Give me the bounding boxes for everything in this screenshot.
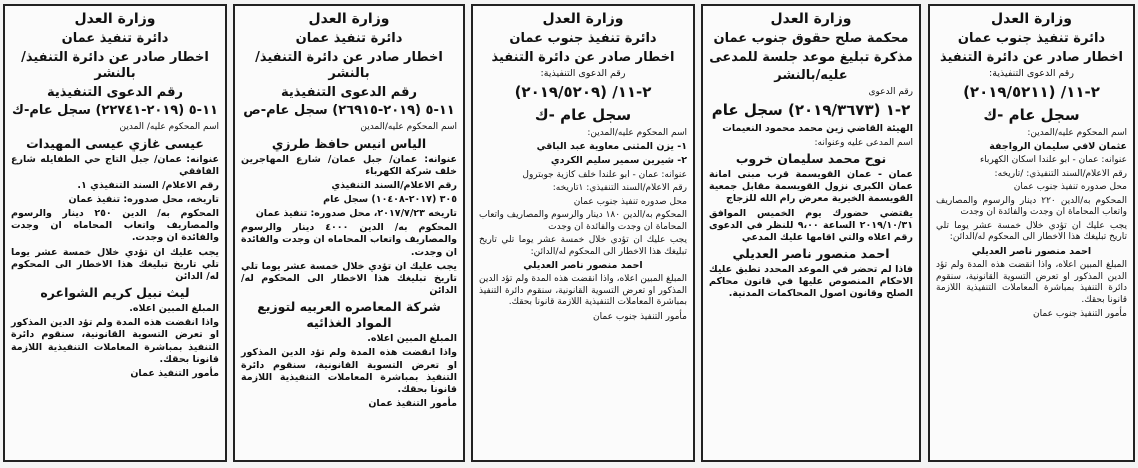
notice-line: يجب عليك ان تؤدي خلال خمسة عشر يوما تلي تاريخ تبليغك هذا الاخطار الى المحكوم له/الدائن: — [936, 220, 1127, 243]
notice-line: سجل عام -ك — [534, 105, 632, 124]
notice-line: اسم المدعى عليه وعنوانه: — [814, 137, 913, 148]
notice-line: المبلغ المبين اعلاه. — [129, 303, 219, 315]
notice-line: يجب عليك ان تؤدي خلال خمسة عشر يوما تلي تاريخ تبليغك هذا الاخطار الى المحكوم له/ الدائن — [11, 246, 219, 282]
notice-line: اسم المحكوم عليه/المدين: — [587, 127, 687, 138]
notice-line: احمد منصور ناصر العديلي — [971, 245, 1092, 257]
notice-line: يجب عليك ان تؤدي خلال خمسة عشر يوما تلي تاريخ تبليغك هذا الاخطار الى المحكوم له/الدائن: — [479, 235, 687, 257]
notice-line: ٢- شيرين سمير سليم الكردي — [550, 155, 687, 167]
notice-line: المبلغ المبين اعلاه، واذا انقضت هذه المدة ولم تؤد الدين المذكور او تعرض التسوية القانونية، سنقوم دائرة التنفيذ بمباشرة المعاملات التنفيذية اللازمة قانونا بحقك. — [936, 260, 1127, 305]
notice-line: ١- يزن المثنى معاوية عبد الباقي — [536, 141, 687, 153]
notice-line: اخطار صادر عن دائرة التنفيذ/بالنشر — [255, 49, 443, 82]
notice-line: رقم الاعلام/السند التنفيذي: /تاريخه: — [994, 168, 1127, 179]
notice-line: نوح محمد سليمان خروب — [735, 151, 887, 167]
notice-line: ٣٠٥ (٢٠١٧-١٠٤٠٨) سجل عام — [323, 194, 457, 206]
notice-line: دائرة تنفيذ جنوب عمان — [509, 30, 657, 46]
notice-line: عنوانه: عمان/ جبل التاج حي الطفايله شارع الفافقي — [11, 153, 219, 177]
notice-line: مأمور التنفيذ جنوب عمان — [593, 311, 687, 322]
notice-line: محل صدوره تنفيذ جنوب عمان — [573, 196, 687, 207]
notice-line: المحكوم به/الدين ٢٢٠ دينار والرسوم والمصاريف واتعاب المحاماة ان وجدت والفائدة ان وجدت — [936, 195, 1127, 218]
notice-line: المبلغ المبين اعلاه، واذا انقضت هذه المدة ولم تؤد الدين المذكور او تعرض التسوية القانونية، سنقوم دائرة التنفيذ بمباشرة المعاملات التنفيذية اللازمة قانونا بحقك. — [479, 274, 687, 308]
notice-execution-22741 — [3, 4, 227, 462]
notice-line: مأمور التنفيذ جنوب عمان — [1033, 309, 1127, 320]
notice-line: ١١-٥ (٢٠١٩-٢٦٩١٥) سجل عام-ص — [243, 103, 455, 119]
notice-line: المحكوم به/ الدين ٤٠٠٠ دينار والرسوم والمصاريف واتعاب المحاماه ان وجدت والفائدة ان وجدت. — [241, 222, 457, 258]
notice-line: يجب عليك ان تؤدي خلال خمسة عشر يوما تلي تاريخ تبليغك هذا الاخطار الى المحكوم له/ الدائن — [241, 260, 457, 297]
notice-execution-26915 — [233, 4, 465, 462]
notice-line: رقم الاعلام/السند التنفيذي: ١تاريخه: — [552, 183, 687, 194]
notice-line: عليه/بالنشر — [774, 68, 848, 84]
notice-line: اسم المحكوم عليه/المدين: — [1027, 127, 1127, 138]
notice-line: واذا انقضت هذه المدة ولم تؤد الدين المذكور او تعرض التسوية القانونية، سنقوم دائرة التنفيذ بمباشرة المعاملات التنفيذية اللازمة قانونا بحقك. — [11, 317, 219, 365]
notice-line: عيسى غازي عيسى المهيدات — [26, 135, 204, 151]
notice-line: تاريخه، محل صدوره: تنفيذ عمان — [68, 194, 219, 206]
notice-line: اخطار صادر عن دائرة التنفيذ — [939, 49, 1124, 65]
notice-line: اخطار صادر عن دائرة التنفيذ — [491, 49, 675, 65]
notice-line: دائرة تنفيذ عمان — [295, 30, 403, 46]
notice-line: رقم الدعوى التنفيذية: — [989, 68, 1074, 80]
notice-line: اسم المحكوم عليه/المدين — [360, 122, 457, 133]
notice-line: سجل عام -ك — [983, 105, 1080, 124]
notice-line: رقم الدعوى التنفيذية — [47, 84, 183, 100]
notice-line: وزارة العدل — [991, 11, 1072, 27]
notice-line: تاريخه ٢٠١٧/٧/٢٣، محل صدوره: تنفيذ عمان — [255, 208, 457, 220]
notice-line: ٢-١١/ (٢٠١٩/٥٢١١) — [963, 83, 1100, 102]
notice-line: الهيئة القاضي زين محمد محمود النعيمات — [722, 123, 913, 135]
notice-line: رقم الدعوى التنفيذية: — [540, 68, 626, 80]
notice-line: واذا انقضت هذه المدة ولم تؤد الدين المذكور او تعرض التسوية القانونية، سنقوم دائرة التنفيذ بمباشرة المعاملات التنفيذية اللازمة قانونا بحقك. — [241, 347, 457, 395]
notice-line: محكمة صلح حقوق جنوب عمان — [713, 30, 909, 46]
notice-line: رقم الاعلام/السند التنفيذي — [331, 179, 457, 191]
notice-line: عنوانه: عمان - ابو علندا خلف كازية جوبترول — [522, 169, 687, 180]
notice-line: مأمور التنفيذ عمان — [368, 398, 457, 410]
notice-line: وزارة العدل — [308, 11, 390, 27]
notice-execution-5209 — [471, 4, 695, 462]
notice-line: رقم الاعلام/ السند التنفيذي ١. — [77, 179, 219, 191]
notice-line: عمان - عمان القويسمة قرب مبنى امانة عمان الكبرى نزول القويسمة مقابل جمعية القويسمة الخيرية معرض رام الله للزجاج — [709, 169, 913, 205]
notice-line: عثمان لافي سليمان الرواجفة — [989, 141, 1127, 153]
notice-line: مذكرة تبليغ موعد جلسة للمدعى — [709, 49, 913, 65]
notice-line: وزارة العدل — [770, 11, 852, 27]
notice-line: شركة المعاصره العربيه لتوزيع المواد الغذائيه — [257, 299, 441, 331]
notice-line: عنوانه: عمان - ابو علندا اسكان الكهرباء — [979, 155, 1127, 166]
notice-line: وزارة العدل — [542, 11, 624, 27]
notice-line: المحكوم به/ الدين ٢٥٠ دينار والرسوم والمصاريف واتعاب المحاماه ان وجدت والفائدة ان وجدت. — [11, 208, 219, 244]
notice-line: احمد منصور ناصر العديلي — [523, 260, 643, 272]
notice-line: اخطار صادر عن دائرة التنفيذ/بالنشر — [21, 49, 209, 82]
notice-line: ليث نبيل كريم الشواعره — [40, 285, 190, 301]
notice-line: المحكوم به/الدين ١٨٠ دينار والرسوم والمصاريف واتعاب المحاماة ان وجدت والفائدة ان وجدت — [479, 210, 687, 232]
notice-line: رقم الدعوى — [868, 86, 913, 97]
notice-line: المبلغ المبين اعلاه. — [367, 333, 457, 345]
notice-line: الياس انيس حافظ طرزي — [271, 135, 427, 151]
notice-line: ٢-١١/ (٢٠١٩/٥٢٠٩) — [514, 83, 652, 102]
notice-line: مأمور التنفيذ عمان — [130, 367, 219, 379]
notice-line: فاذا لم تحضر في الموعد المحدد تطبق عليك الاحكام المنصوص عليها في قانون محاكم الصلح وقانون اصول المحاكمات المدنية. — [709, 264, 913, 300]
notice-court-hearing-3673 — [701, 4, 921, 462]
notice-line: وزارة العدل — [74, 11, 156, 27]
notice-line: احمد منصور ناصر العديلي — [732, 246, 890, 262]
notice-line: دائرة تنفيذ عمان — [61, 30, 169, 46]
notice-line: اسم المحكوم عليه/ المدين — [119, 122, 219, 133]
notice-line: محل صدوره تنفيذ جنوب عمان — [1013, 182, 1127, 193]
notice-line: رقم الدعوى التنفيذية — [281, 84, 417, 100]
notice-line: ٢-١ (٢٠١٩/٣٦٧٣) سجل عام — [711, 101, 911, 120]
notice-line: عنوانه: عمان/ جبل عمان/ شارع المهاجرين خلف شركة الكهرباء — [241, 153, 457, 177]
notice-line: ١١-٥ (٢٠١٩-٢٢٧٤١) سجل عام-ك — [12, 103, 218, 119]
notice-line: يقتضي حضورك يوم الخميس الموافق ٢٠١٩/١٠/٣١ الساعة ٩،٠٠ للنظر في الدعوى رقم اعلاه والتي اقامها عليك المدعي — [709, 207, 913, 243]
notice-line: دائرة تنفيذ جنوب عمان — [957, 30, 1106, 46]
notice-execution-5211 — [928, 4, 1135, 462]
